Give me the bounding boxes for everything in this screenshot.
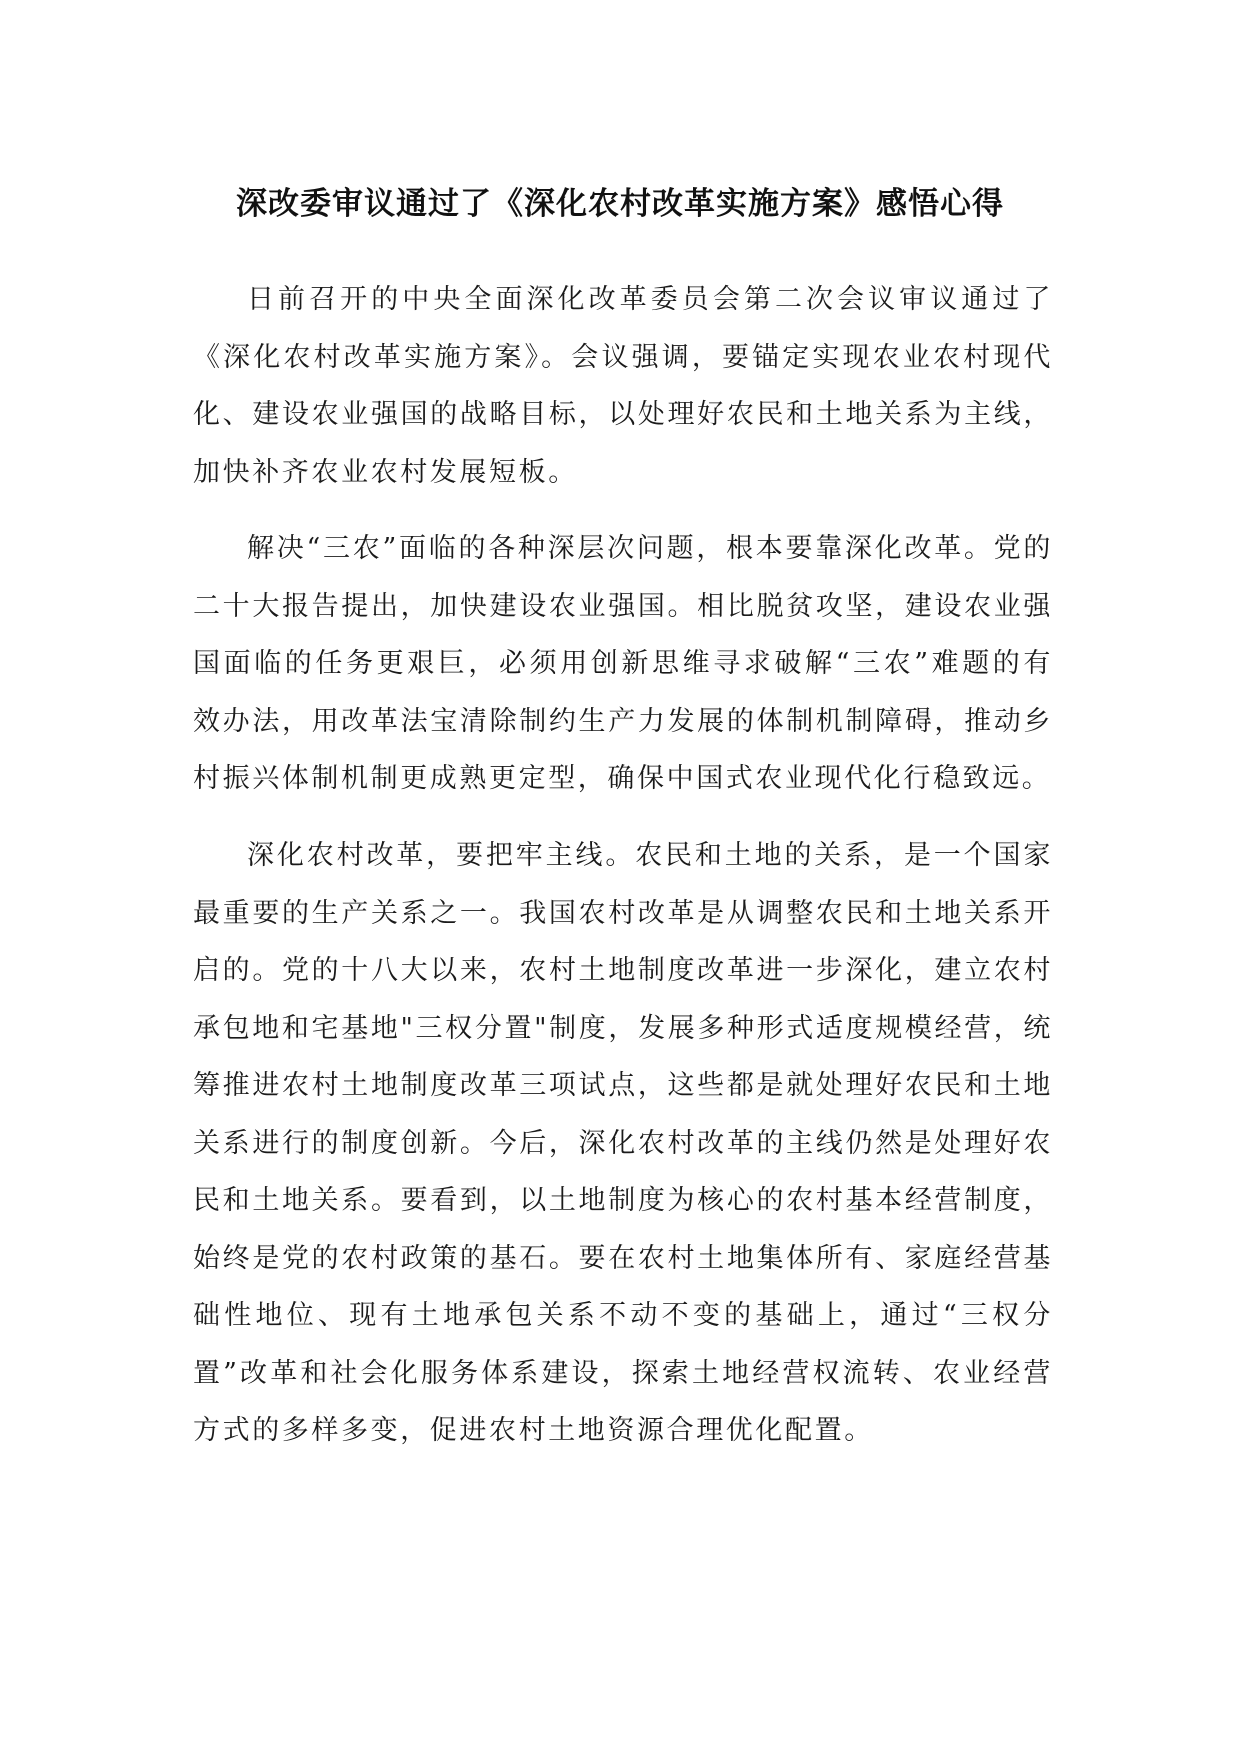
paragraph-1: 日前召开的中央全面深化改革委员会第二次会议审议通过了《深化农村改革实施方案》。会议强调，要锚定实现农业农村现代化、建设农业强国的战略目标，以处理好农民和土地关系为主线，加快补齐农业农村发展短板。 bbox=[193, 284, 1053, 488]
paragraph-3: 深化农村改革，要把牢主线。农民和土地的关系，是一个国家最重要的生产关系之一。我国农村改革是从调整农民和土地关系开启的。党的十八大以来，农村土地制度改革进一步深化，建立农村承包地和宅基地"三权分置"制度，发展多种形式适度规模经营，统筹推进农村土地制度改革三项试点，这些都是就处理好农民和土地关系进行的制度创新。今后，深化农村改革的主线仍然是处理好农民和土地关系。要看到，以土地制度为核心的农村基本经营制度，始终是党的农村政策的基石。要在农村土地集体所有、家庭经营基础性地位、现有土地承包关系不动不变的基础上，通过“三权分置”改革和社会化服务体系建设，探索土地经营权流转、农业经营方式的多样多变，促进农村土地资源合理优化配置。 bbox=[193, 840, 1053, 1446]
paragraph-2: 解决“三农”面临的各种深层次问题，根本要靠深化改革。党的二十大报告提出，加快建设农业强国。相比脱贫攻坚，建设农业强国面临的任务更艰巨，必须用创新思维寻求破解“三农”难题的有效办法，用改革法宝清除制约生产力发展的体制机制障碍，推动乡村振兴体制机制更成熟更定型，确保中国式农业现代化行稳致远。 bbox=[193, 533, 1053, 794]
document-title: 深改委审议通过了《深化农村改革实施方案》感悟心得 bbox=[236, 186, 1004, 222]
